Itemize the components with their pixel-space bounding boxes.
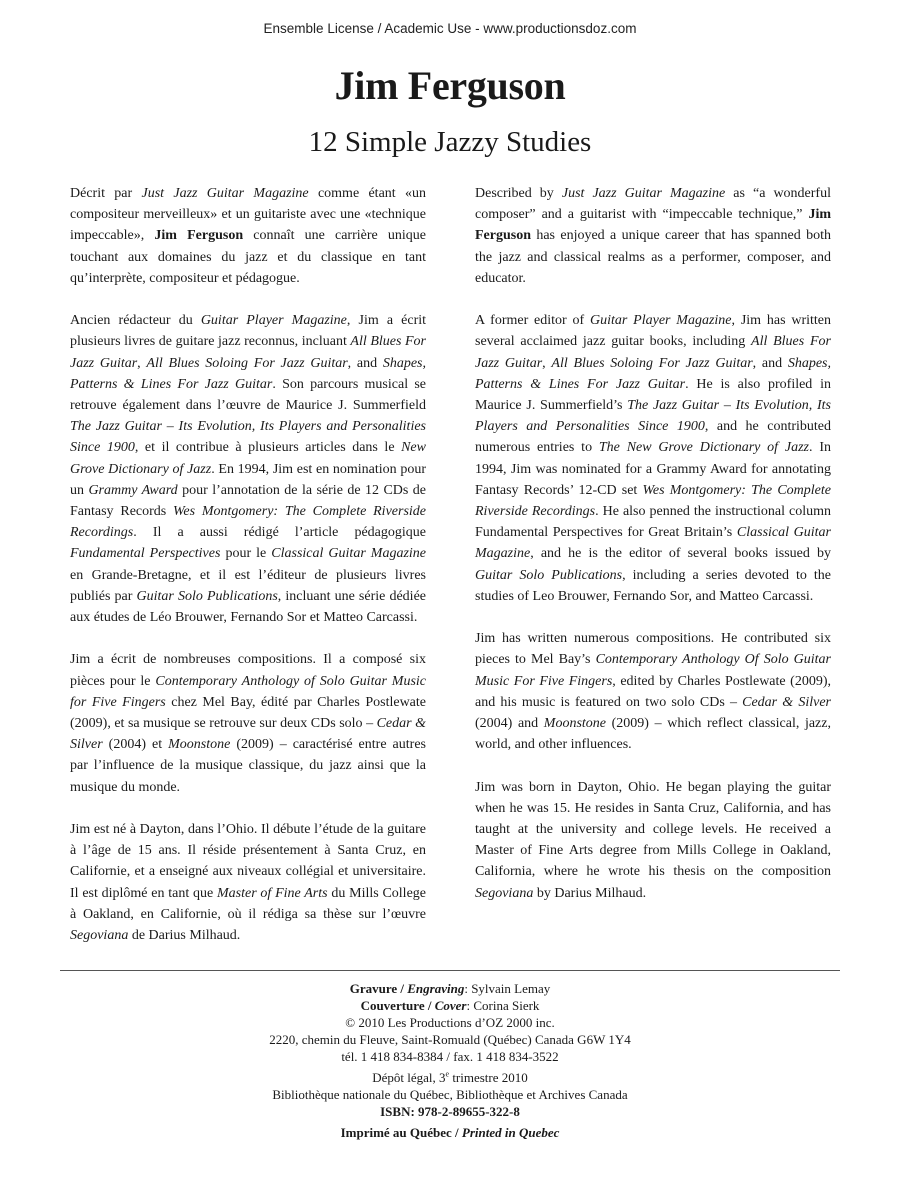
footer-divider xyxy=(60,970,840,971)
french-paragraph-2: Ancien rédacteur du Guitar Player Magazine, Jim a écrit plusieurs livres de guitare jazz reconnus, incluant All Blues For Jazz Guitar, All Blues Soloing For Jazz Guitar, and Shapes, Patterns & Lines For Jazz Guitar. Son parcours musical se retrouve également dans l’œuvre de Maurice J. Summerfield The Jazz Guitar – Its Evolution, Its Players and Personalities Since 1900, et il contribue à plusieurs articles dans le New Grove Dictionary of Jazz. En 1994, Jim est en nomination pour un Grammy Award pour l’annotation de la série de 12 CDs de Fantasy Records Wes Montgomery: The Complete Riverside Recordings. Il a aussi rédigé l’article pédagogique Fundamental Perspectives pour le Classical Guitar Magazine en Grande-Bretagne, et il est l’éditeur de plusieurs livres publiés par Guitar Solo Publications, incluant une série dédiée aux études de Léo Brouwer, Fernando Sor et Matteo Carcassi. xyxy=(70,313,427,626)
english-paragraph-1: Described by Just Jazz Guitar Magazine as “a wonderful composer” and a guitarist with “impeccable technique,” Jim Ferguson has enjoyed a unique career that has spanned both the jazz and classical realms as a performer, composer, and educator. xyxy=(475,186,831,286)
english-biography-column xyxy=(475,183,831,925)
cover-credit: Couverture / Cover: Corina Sierk xyxy=(360,998,540,1013)
french-paragraph-3: Jim a écrit de nombreuses compositions. Il a composé six pièces pour le Contemporary Anthology of Solo Guitar Music for Five Fingers chez Mel Bay, édité par Charles Postlewate (2009), et sa musique se retrouve sur deux CDs solo – Cedar & Silver (2004) et Moonstone (2009) – caractérisé entre autres par l’influence de la musique classique, du jazz ainsi que la musique du monde. xyxy=(70,652,427,795)
printed-in-line: Imprimé au Québec / Printed in Quebec xyxy=(340,1125,560,1140)
book-title: 12 Simple Jazzy Studies xyxy=(308,126,592,158)
license-line: Ensemble License / Academic Use - www.productionsdoz.com xyxy=(263,21,637,36)
english-paragraph-2: A former editor of Guitar Player Magazine, Jim has written several acclaimed jazz guitar books, including All Blues For Jazz Guitar, All Blues Soloing For Jazz Guitar, and Shapes, Patterns & Lines For Jazz Guitar. He is also profiled in Maurice J. Summerfield’s The Jazz Guitar – Its Evolution, Its Players and Personalities Since 1900, and he contributed numerous entries to The New Grove Dictionary of Jazz. In 1994, Jim was nominated for a Grammy Award for annotating Fantasy Records’ 12-CD set Wes Montgomery: The Complete Riverside Recordings. He also penned the instructional column Fundamental Perspectives for Great Britain’s Classical Guitar Magazine, and he is the editor of several books issued by Guitar Solo Publications, including a series devoted to the studies of Leo Brouwer, Fernando Sor, and Matteo Carcassi. xyxy=(475,313,832,604)
author-name: Jim Ferguson xyxy=(334,63,566,108)
french-biography-column xyxy=(70,183,426,967)
legal-deposit: Dépôt légal, 3e trimestre 2010 xyxy=(372,1069,528,1085)
library-line: Bibliothèque nationale du Québec, Bibliothèque et Archives Canada xyxy=(272,1087,628,1102)
copyright-line: © 2010 Les Productions d’OZ 2000 inc. xyxy=(345,1015,555,1030)
publisher-address: 2220, chemin du Fleuve, Saint-Romuald (Québec) Canada G6W 1Y4 xyxy=(269,1032,631,1047)
engraving-credit: Gravure / Engraving: Sylvain Lemay xyxy=(349,981,551,996)
credits-block xyxy=(0,980,900,1141)
publisher-phone: tél. 1 418 834-8384 / fax. 1 418 834-3522 xyxy=(341,1049,559,1064)
isbn-line: ISBN: 978-2-89655-322-8 xyxy=(380,1104,520,1119)
english-paragraph-4: Jim was born in Dayton, Ohio. He began playing the guitar when he was 15. He resides in Santa Cruz, California, and has taught at the university and college levels. He received a Master of Fine Arts degree from Mills College in Oakland, California, where he wrote his thesis on the composition Segoviana by Darius Milhaud. xyxy=(475,779,831,901)
french-paragraph-4: Jim est né à Dayton, dans l’Ohio. Il débute l’étude de la guitare à l’âge de 15 ans. Il réside présentement à Santa Cruz, en Californie, et a enseigné aux niveaux collégial et universitaire. Il est diplômé en tant que Master of Fine Arts du Mills College à Oakland, en Californie, où il rédiga sa thèse sur l’œuvre Segoviana de Darius Milhaud. xyxy=(70,822,426,944)
english-paragraph-3: Jim has written numerous compositions. He contributed six pieces to Mel Bay’s Contemporary Anthology Of Solo Guitar Music For Five Fingers, edited by Charles Postlewate (2009), and his music is featured on two solo CDs – Cedar & Silver (2004) and Moonstone (2009) – which reflect classical, jazz, world, and other influences. xyxy=(475,631,832,753)
french-paragraph-1: Décrit par Just Jazz Guitar Magazine comme étant «un compositeur merveilleux» et un guitariste avec une «technique impeccable», Jim Ferguson connaît une carrière unique touchant aux domaines du jazz et du classique en tant qu’interprète, compositeur et pédagogue. xyxy=(70,186,426,286)
